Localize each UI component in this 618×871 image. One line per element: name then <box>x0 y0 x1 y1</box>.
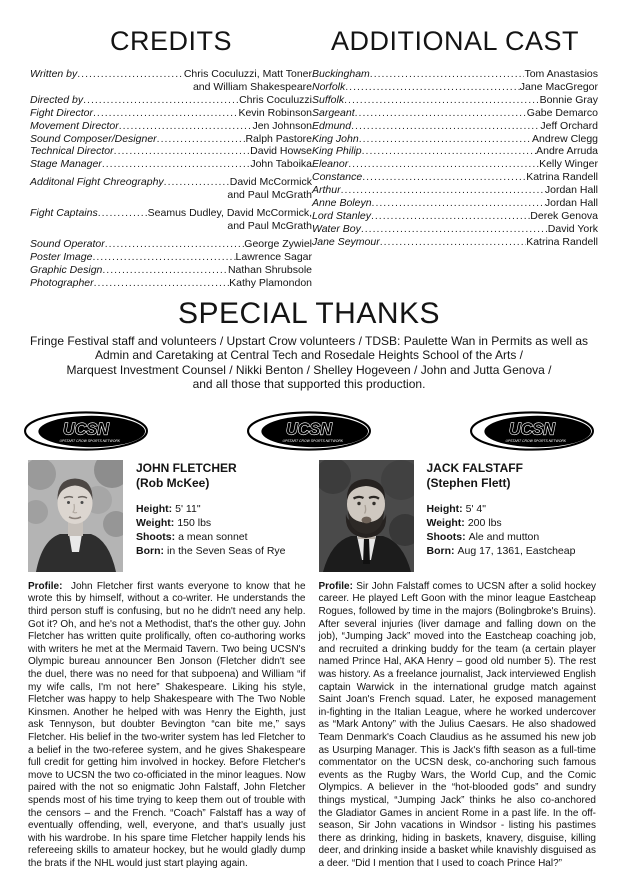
credit-name: Katrina Randell <box>526 235 598 248</box>
dot-leader <box>164 176 230 189</box>
stat-value: Ale and mutton <box>468 531 540 544</box>
credit-name: Tom Anastasios <box>524 68 598 80</box>
credit-row <box>312 107 598 120</box>
credit-name: Seamus Dudley, David McCormick, <box>147 207 312 220</box>
ucsn-logo-row <box>0 411 618 451</box>
credit-role: Eleanor <box>312 158 349 171</box>
dot-leader <box>98 207 148 220</box>
jack-falstaff-profile <box>319 460 597 871</box>
credit-name: John Taboika <box>250 158 312 171</box>
dot-leader <box>345 81 520 94</box>
dot-leader <box>92 251 235 264</box>
ucsn-logo-subtext: UPSTART CROW SPORTS NETWORK <box>282 438 344 443</box>
bio-label: Profile: <box>318 580 353 592</box>
special-thanks-section <box>0 297 618 392</box>
credit-role: Additonal Fight Chreography <box>30 176 164 189</box>
credit-row <box>30 133 312 146</box>
special-thanks-line: and all those that supported this production. <box>192 377 426 392</box>
credit-role: Norfolk <box>312 80 346 93</box>
credit-role: Edmund <box>312 119 352 132</box>
credit-name: Kelly Winger <box>539 158 598 171</box>
stat-label: Born: <box>136 545 164 558</box>
dot-leader <box>119 120 253 133</box>
dot-leader <box>362 145 537 158</box>
john-fletcher-photo <box>28 460 123 572</box>
credit-role: Poster Image <box>30 250 93 263</box>
credit-row <box>30 176 312 202</box>
dot-leader <box>341 184 545 197</box>
credit-role: Photographer <box>30 276 94 289</box>
credit-row <box>312 184 598 197</box>
ucsn-logo-text: UCSN <box>286 420 332 439</box>
credit-name: Nathan Shrubsole <box>227 263 312 276</box>
stat-value: Aug 17, 1361, Eastcheap <box>457 545 576 558</box>
credit-name: Jeff Orchard <box>540 119 598 132</box>
announcer-name: JOHN FLETCHER <box>136 460 237 475</box>
announcer-stats <box>136 502 286 559</box>
credit-name: Chris Coculuzzi, Matt Toner <box>183 68 312 80</box>
credit-role: King Philip <box>312 145 362 158</box>
dot-leader <box>344 94 540 107</box>
credit-name: Jordan Hall <box>544 184 598 197</box>
credit-row <box>30 207 312 233</box>
credit-role: King John <box>312 132 359 145</box>
credit-role: Graphic Design <box>30 263 103 276</box>
credit-row <box>312 145 598 158</box>
special-thanks-line: Admin and Caretaking at Central Tech and Rosedale Heights School of the Arts / <box>94 348 524 363</box>
stat-value: 5' 4" <box>465 502 487 515</box>
dot-leader <box>370 68 525 81</box>
credit-role: Constance <box>312 171 363 184</box>
credit-row <box>30 158 312 171</box>
credit-role: Sound Operator <box>30 237 105 250</box>
dot-leader <box>355 107 527 120</box>
stat-label: Height: <box>426 502 463 515</box>
dot-leader <box>94 277 229 290</box>
announcer-actor: (Rob McKee) <box>136 475 210 490</box>
bio-text: Sir John Falstaff comes to UCSN after a solid hockey career. He played Left Goon with the minor league Eastcheap Rogues, followed by time in the majors (Bolingbroke's Bruins). After several injuries (liver damage and falling down on the job), “Jumping Jack” moved into the Eastcheap coaching job, and recruited a drinking buddy for the team (a certain player named Prince Hal, AKA Henry – good old number 5). The rest was history. As a freelance journalist, Jack interviewed English captain Warwick in the international grudge match against Saint Joan's French squad. Later, he exposed management in-fighting in the Italian League, where he worked undercover as “Mark Antony” with the Julius Caesars. He also shadowed Team Denmark's Coach Claudius as he assumed his new job as Usurping Manager. This is Jack's fifth season as a full-time commentator on the UCSN desk, co-anchoring such famous events as the Rugby Wars, the World Cup, and the Comic Olympics. A believer in the “hot-blooded gods” and sundry things mystical, “Jumping Jack” thinks he also co-anchored the Gladiator Games in ancient Rome in a past life. In the off-season, Sir John vacations in Windsor - listing his pastimes there as drinking, hiding in baskets, knavery, disguise, killing deer, and drinking inside a basket while knavishly disguised as a deer. “Did I mention that I used to coach Prince Hal?” <box>318 580 597 869</box>
credit-row <box>30 145 312 158</box>
credit-role: Sound Composer/Designer <box>30 132 157 145</box>
credit-name-extra: and Paul McGrath <box>227 219 312 232</box>
credit-name: Lawrence Sagar <box>235 250 312 263</box>
credit-name: Ralph Pastore <box>245 132 312 145</box>
credit-row <box>312 236 598 249</box>
special-thanks-line: Marquest Investment Counsel / Nikki Benton / Shelley Hogeveen / John and Jutta Genova / <box>66 362 552 377</box>
stat-value: 150 lbs <box>177 517 212 530</box>
stat-value: 200 lbs <box>467 517 502 530</box>
announcer-bio <box>28 581 306 871</box>
credit-row <box>312 171 598 184</box>
dot-leader <box>362 171 526 184</box>
credit-row <box>312 81 598 94</box>
additional-cast-title: ADDITIONAL CAST <box>330 26 580 56</box>
credit-name: Katrina Randell <box>526 171 598 184</box>
credit-row <box>30 68 312 94</box>
credit-row <box>312 120 598 133</box>
special-thanks-line: Fringe Festival staff and volunteers / Upstart Crow volunteers / TDSB: Paulette Wan in Permits as well as <box>29 333 588 348</box>
credit-name: Kathy Plamondon <box>229 276 312 289</box>
credit-role: Lord Stanley <box>312 209 371 222</box>
credit-name-extra: and William Shakespeare <box>192 80 312 93</box>
credit-name: Andre Arruda <box>536 145 598 158</box>
stat-label: Weight: <box>426 517 465 530</box>
credit-row <box>312 158 598 171</box>
credits-list <box>30 68 312 290</box>
dot-leader <box>380 236 527 249</box>
credit-name: Chris Coculuzzi <box>239 93 312 106</box>
bio-text: John Fletcher first wants everyone to know that he wrote this by himself, without a co-writer. He understands the third person stuff is confusing, but no he didn't need any help. Got it? Oh, and he's not a Methodist, that's the other guy. John Fletcher has written quite prolifically, often co-authoring works with writers he met at the Mermaid Tavern. Two being UCSN's Olympic bureau announcer Ben Jonson (Fletcher didn't see the duel, there was no need for that subpoena) and William “if my wife calls, I'm not here” Shakespeare. Liking his style, Fletcher was happy to help Shakespeare with The Two Noble Kinsmen. Another he helped with was Henry the Eighth, just ask Tennyson, but doubter Bevington “can bite me,” says Fletcher. His belief in the two-writer system has led Fletcher to a belief in the two-referee system, and he gives Shakespeare full credit for getting him involved in hockey. Before Fletcher's move to UCSN the two co-officiated in the minor leagues. Now paired with the not so enigmatic John Falstaff, John Fletcher spends most of his time trying to keep them out of trouble with the censors – and the French. “Coach” Falstaff has a way of eventually offending, well, everyone, and that's usually just with his wardrobe. In his spare time Fletcher happily lends his refereeing skills to amateur hockey, but he would gladly dump the brats if the NHL would just start playing again. <box>28 580 306 869</box>
credit-row <box>312 210 598 223</box>
credit-name-extra: and Paul McGrath <box>227 189 312 202</box>
credit-name: Gabe Demarco <box>526 106 598 119</box>
credit-role: Water Boy <box>312 222 361 235</box>
stat-value: 5' 11" <box>175 502 201 515</box>
additional-cast-list <box>312 68 598 249</box>
stat-value: a mean sonnet <box>178 531 248 544</box>
announcer-profiles <box>0 460 618 871</box>
credit-role: Fight Director <box>30 106 94 119</box>
bio-label: Profile: <box>28 580 63 592</box>
credit-name: David Howse <box>250 145 312 158</box>
announcer-name: JACK FALSTAFF <box>426 460 523 475</box>
credit-row <box>312 223 598 236</box>
credit-name: Jen Johnson <box>252 119 312 132</box>
credit-row <box>312 68 598 81</box>
dot-leader <box>157 133 246 146</box>
dot-leader <box>359 133 532 146</box>
credit-row <box>30 251 312 264</box>
credit-name: David York <box>547 222 598 235</box>
credit-name: Derek Genova <box>530 209 598 222</box>
credit-role: Stage Manager <box>30 158 102 171</box>
ucsn-logo-subtext: UPSTART CROW SPORTS NETWORK <box>505 438 567 443</box>
dot-leader <box>102 158 251 171</box>
credit-row <box>30 264 312 277</box>
stat-label: Shoots: <box>136 531 176 544</box>
special-thanks-title: SPECIAL THANKS <box>177 296 441 330</box>
credit-name: George Zywiel <box>244 237 312 250</box>
credit-role: Technical Director <box>30 145 114 158</box>
dot-leader <box>351 120 540 133</box>
announcer-bio <box>319 581 597 871</box>
ucsn-logo <box>22 411 150 451</box>
dot-leader <box>371 210 530 223</box>
credit-row <box>312 133 598 146</box>
ucsn-logo-subtext: UPSTART CROW SPORTS NETWORK <box>59 438 121 443</box>
credits-cast-row <box>0 26 618 290</box>
credit-name: Kevin Robinson <box>238 106 312 119</box>
jack-falstaff-photo <box>319 460 414 572</box>
credit-name: Jordan Hall <box>544 197 598 210</box>
dot-leader <box>102 264 228 277</box>
dot-leader <box>361 223 548 236</box>
credit-row <box>312 197 598 210</box>
credit-role: Sargeant <box>312 106 355 119</box>
credit-role: Fight Captains <box>30 207 98 220</box>
stat-label: Shoots: <box>426 531 466 544</box>
credit-name: David McCormick <box>229 176 312 189</box>
announcer-actor: (Stephen Flett) <box>426 475 511 490</box>
credit-row <box>312 94 598 107</box>
ucsn-logo <box>468 411 596 451</box>
stat-label: Born: <box>426 545 455 558</box>
stat-label: Height: <box>136 502 173 515</box>
credit-name: Bonnie Gray <box>539 93 598 106</box>
credit-row <box>30 277 312 290</box>
ucsn-logo-text: UCSN <box>509 420 555 439</box>
stat-label: Weight: <box>136 517 175 530</box>
credit-role: Buckingham <box>312 68 370 80</box>
credit-role: Suffolk <box>312 93 345 106</box>
dot-leader <box>93 107 238 120</box>
credit-name: Andrew Clegg <box>532 132 598 145</box>
credit-role: Movement Director <box>30 119 119 132</box>
credit-role: Arthur <box>312 184 341 197</box>
credit-row <box>30 120 312 133</box>
credit-name: Jane MacGregor <box>519 80 598 93</box>
credit-role: Written by <box>30 68 78 80</box>
credits-title: CREDITS <box>109 26 232 56</box>
credit-row <box>30 107 312 120</box>
dot-leader <box>114 145 250 158</box>
credit-role: Directed by <box>30 93 84 106</box>
ucsn-logo-text: UCSN <box>63 420 109 439</box>
stat-value: in the Seven Seas of Rye <box>167 545 286 558</box>
additional-cast-section <box>312 26 598 290</box>
credit-row <box>30 94 312 107</box>
dot-leader <box>372 197 545 210</box>
dot-leader <box>83 94 239 107</box>
announcer-stats <box>427 502 576 559</box>
credits-section <box>30 26 312 290</box>
credit-row <box>30 238 312 251</box>
credit-role: Anne Boleyn <box>312 197 372 210</box>
dot-leader <box>348 158 539 171</box>
dot-leader <box>77 68 184 81</box>
ucsn-logo <box>245 411 373 451</box>
credit-role: Jane Seymour <box>312 235 380 248</box>
john-fletcher-profile <box>28 460 306 871</box>
dot-leader <box>105 238 245 251</box>
